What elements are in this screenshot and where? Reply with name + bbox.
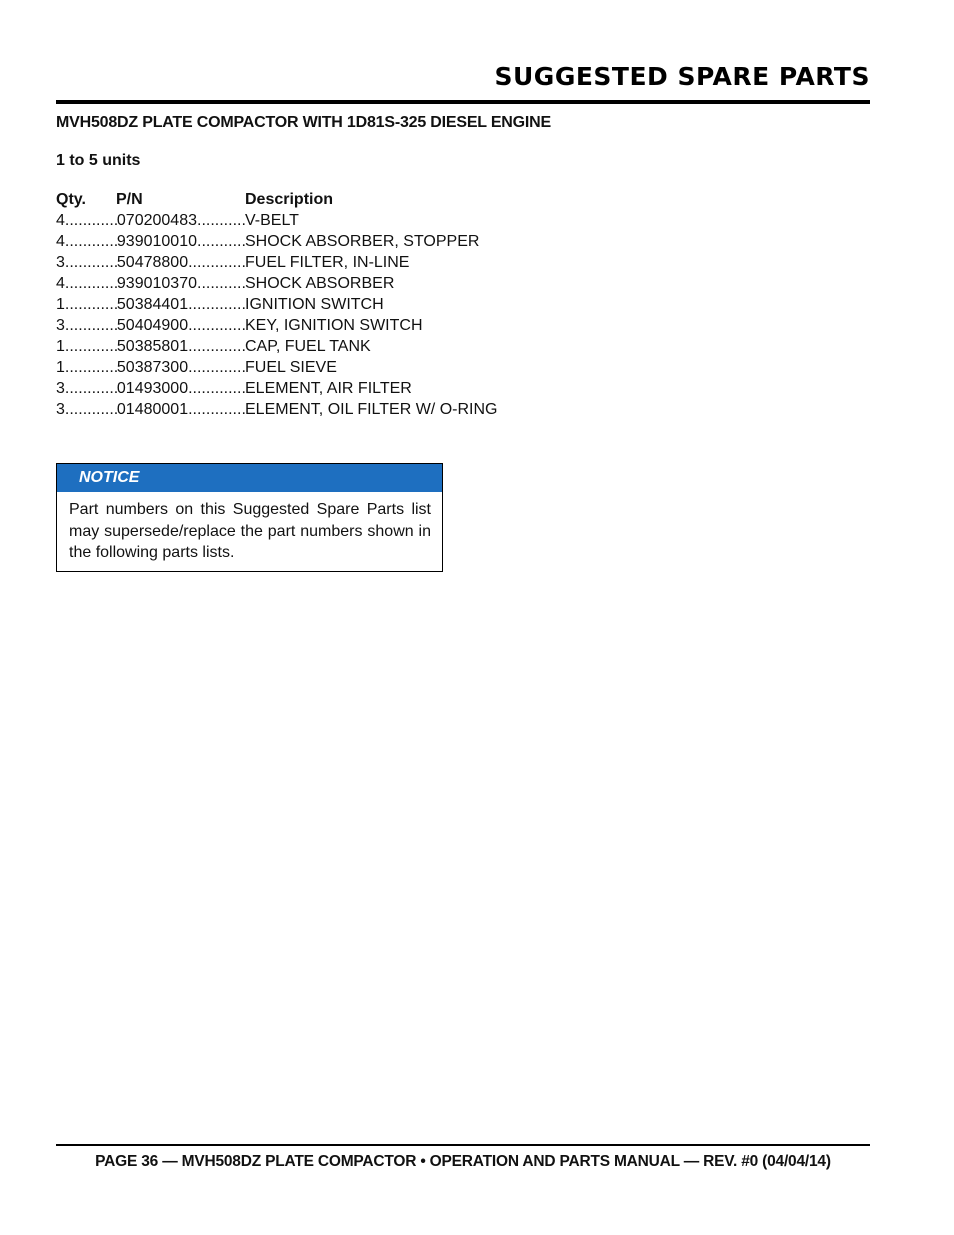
parts-row-qty: 3 (56, 380, 65, 397)
notice-body: Part numbers on this Suggested Spare Parts list may supersede/replace the part numbers shown in the following parts lists. (69, 501, 431, 561)
parts-row-pn: 01480001 (116, 401, 189, 418)
units-label: 1 to 5 units (56, 152, 141, 169)
parts-row (56, 315, 497, 336)
parts-row-pn: 01493000 (116, 380, 189, 397)
dot-leader (188, 294, 245, 315)
dot-leader (188, 336, 245, 357)
parts-row-pn: 50404900 (116, 317, 189, 334)
parts-row-pn: 939010370 (116, 275, 197, 292)
parts-row-qty: 1 (56, 359, 65, 376)
footer-rule (56, 1144, 870, 1146)
header-rule (56, 100, 870, 104)
parts-row-qty: 4 (56, 233, 65, 250)
column-header-qty: Qty. (56, 191, 86, 208)
parts-row-description: KEY, IGNITION SWITCH (245, 317, 423, 334)
parts-row-qty: 4 (56, 212, 65, 229)
parts-row-description: SHOCK ABSORBER (245, 275, 395, 292)
column-header-pn: P/N (116, 191, 143, 208)
parts-row-qty: 1 (56, 338, 65, 355)
parts-row-leader (56, 378, 245, 399)
parts-row-description: SHOCK ABSORBER, STOPPER (245, 233, 480, 250)
notice-heading: NOTICE (57, 464, 442, 492)
dot-leader (197, 231, 245, 252)
dot-leader (65, 231, 117, 252)
parts-row-pn: 939010010 (116, 233, 197, 250)
column-header-description: Description (245, 191, 334, 208)
notice-box (56, 463, 443, 572)
parts-row-leader (56, 315, 245, 336)
parts-row-leader (56, 252, 245, 273)
parts-row-description: FUEL SIEVE (245, 359, 337, 376)
parts-row-qty: 3 (56, 317, 65, 334)
dot-leader (188, 315, 245, 336)
dot-leader (65, 273, 117, 294)
parts-row (56, 252, 497, 273)
parts-row-description: ELEMENT, OIL FILTER W/ O-RING (245, 401, 498, 418)
parts-row (56, 231, 497, 252)
page-title: SUGGESTED SPARE PARTS (494, 62, 870, 91)
parts-row-leader (56, 273, 245, 294)
parts-row-qty: 1 (56, 296, 65, 313)
dot-leader (197, 273, 245, 294)
dot-leader (65, 336, 117, 357)
parts-row-leader (56, 231, 245, 252)
dot-leader (188, 399, 245, 420)
parts-row-description: V-BELT (245, 212, 299, 229)
section-subtitle: MVH508DZ PLATE COMPACTOR WITH 1D81S-325 DIESEL ENGINE (56, 114, 551, 131)
parts-row-pn: 070200483 (116, 212, 197, 229)
parts-row-qty: 3 (56, 401, 65, 418)
dot-leader (188, 357, 245, 378)
dot-leader (65, 399, 117, 420)
parts-row-qty: 3 (56, 254, 65, 271)
parts-row-qty: 4 (56, 275, 65, 292)
parts-row-pn: 50385801 (116, 338, 189, 355)
parts-row-pn: 50387300 (116, 359, 189, 376)
parts-row-pn: 50384401 (116, 296, 189, 313)
spare-parts-list (56, 189, 497, 420)
dot-leader (188, 252, 245, 273)
parts-row-description: ELEMENT, AIR FILTER (245, 380, 412, 397)
parts-row-description: IGNITION SWITCH (245, 296, 384, 313)
dot-leader (65, 357, 117, 378)
parts-list-rows (56, 210, 497, 420)
parts-row (56, 294, 497, 315)
dot-leader (65, 210, 117, 231)
dot-leader (65, 378, 117, 399)
page-footer: PAGE 36 — MVH508DZ PLATE COMPACTOR • OPERATION AND PARTS MANUAL — REV. #0 (04/04/14) (95, 1153, 831, 1170)
dot-leader (197, 210, 245, 231)
parts-row-leader (56, 399, 245, 420)
parts-list-header (56, 189, 497, 210)
parts-row (56, 336, 497, 357)
parts-row (56, 378, 497, 399)
parts-row-leader (56, 357, 245, 378)
parts-row-leader (56, 294, 245, 315)
parts-row-description: FUEL FILTER, IN-LINE (245, 254, 410, 271)
parts-row-leader (56, 210, 245, 231)
parts-row (56, 210, 497, 231)
dot-leader (188, 378, 245, 399)
dot-leader (65, 294, 117, 315)
parts-row-description: CAP, FUEL TANK (245, 338, 371, 355)
parts-row (56, 273, 497, 294)
dot-leader (65, 252, 117, 273)
dot-leader (65, 315, 117, 336)
parts-row (56, 399, 497, 420)
parts-row-leader (56, 336, 245, 357)
parts-row (56, 357, 497, 378)
parts-row-pn: 50478800 (116, 254, 189, 271)
